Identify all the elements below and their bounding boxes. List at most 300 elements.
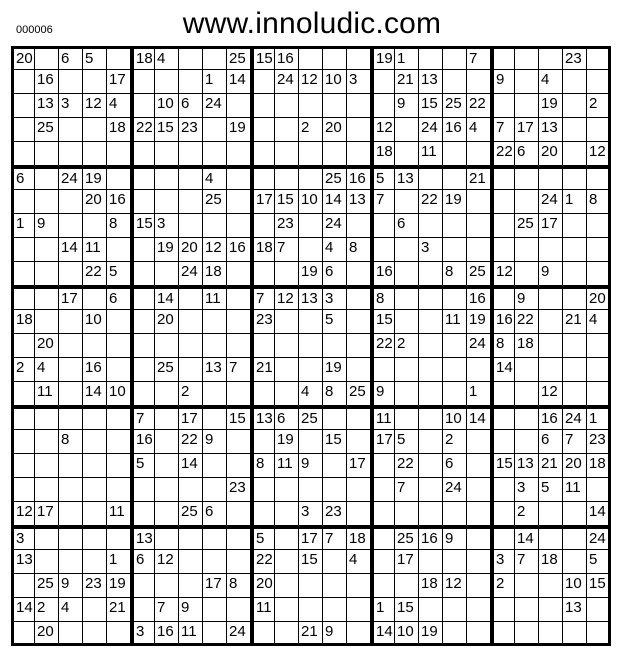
empty-cell[interactable] bbox=[323, 454, 347, 478]
empty-cell[interactable] bbox=[11, 382, 35, 406]
given-cell[interactable]: 22 bbox=[395, 454, 419, 478]
given-cell[interactable]: 23 bbox=[179, 118, 203, 142]
empty-cell[interactable] bbox=[467, 622, 491, 646]
given-cell[interactable]: 1 bbox=[107, 550, 131, 574]
given-cell[interactable]: 18 bbox=[587, 454, 611, 478]
empty-cell[interactable] bbox=[515, 382, 539, 406]
given-cell[interactable]: 6 bbox=[179, 94, 203, 118]
empty-cell[interactable] bbox=[107, 526, 131, 550]
given-cell[interactable]: 6 bbox=[395, 214, 419, 238]
empty-cell[interactable] bbox=[227, 190, 251, 214]
empty-cell[interactable] bbox=[59, 478, 83, 502]
given-cell[interactable]: 8 bbox=[587, 190, 611, 214]
given-cell[interactable]: 9 bbox=[35, 214, 59, 238]
empty-cell[interactable] bbox=[347, 478, 371, 502]
empty-cell[interactable] bbox=[11, 238, 35, 262]
empty-cell[interactable] bbox=[467, 550, 491, 574]
empty-cell[interactable] bbox=[491, 502, 515, 526]
given-cell[interactable]: 25 bbox=[155, 358, 179, 382]
given-cell[interactable]: 12 bbox=[443, 574, 467, 598]
empty-cell[interactable] bbox=[251, 502, 275, 526]
empty-cell[interactable] bbox=[11, 334, 35, 358]
given-cell[interactable]: 16 bbox=[107, 190, 131, 214]
given-cell[interactable]: 15 bbox=[491, 454, 515, 478]
given-cell[interactable]: 10 bbox=[107, 382, 131, 406]
empty-cell[interactable] bbox=[299, 238, 323, 262]
empty-cell[interactable] bbox=[275, 550, 299, 574]
empty-cell[interactable] bbox=[35, 478, 59, 502]
given-cell[interactable]: 1 bbox=[11, 214, 35, 238]
given-cell[interactable]: 7 bbox=[515, 550, 539, 574]
given-cell[interactable]: 21 bbox=[539, 454, 563, 478]
given-cell[interactable]: 9 bbox=[491, 70, 515, 94]
given-cell[interactable]: 8 bbox=[59, 430, 83, 454]
empty-cell[interactable] bbox=[179, 142, 203, 166]
given-cell[interactable]: 9 bbox=[59, 574, 83, 598]
empty-cell[interactable] bbox=[11, 118, 35, 142]
empty-cell[interactable] bbox=[347, 118, 371, 142]
empty-cell[interactable] bbox=[371, 574, 395, 598]
empty-cell[interactable] bbox=[155, 454, 179, 478]
empty-cell[interactable] bbox=[371, 550, 395, 574]
given-cell[interactable]: 8 bbox=[347, 238, 371, 262]
given-cell[interactable]: 11 bbox=[443, 310, 467, 334]
given-cell[interactable]: 13 bbox=[35, 94, 59, 118]
empty-cell[interactable] bbox=[515, 70, 539, 94]
given-cell[interactable]: 18 bbox=[11, 310, 35, 334]
empty-cell[interactable] bbox=[59, 406, 83, 430]
given-cell[interactable]: 18 bbox=[251, 238, 275, 262]
empty-cell[interactable] bbox=[299, 46, 323, 70]
given-cell[interactable]: 6 bbox=[515, 142, 539, 166]
empty-cell[interactable] bbox=[371, 70, 395, 94]
given-cell[interactable]: 5 bbox=[371, 166, 395, 190]
empty-cell[interactable] bbox=[179, 166, 203, 190]
empty-cell[interactable] bbox=[131, 358, 155, 382]
empty-cell[interactable] bbox=[491, 238, 515, 262]
given-cell[interactable]: 17 bbox=[35, 502, 59, 526]
empty-cell[interactable] bbox=[179, 46, 203, 70]
given-cell[interactable]: 25 bbox=[515, 214, 539, 238]
given-cell[interactable]: 6 bbox=[539, 430, 563, 454]
given-cell[interactable]: 16 bbox=[467, 286, 491, 310]
empty-cell[interactable] bbox=[563, 334, 587, 358]
empty-cell[interactable] bbox=[467, 574, 491, 598]
empty-cell[interactable] bbox=[35, 262, 59, 286]
empty-cell[interactable] bbox=[155, 478, 179, 502]
given-cell[interactable]: 16 bbox=[275, 46, 299, 70]
empty-cell[interactable] bbox=[275, 478, 299, 502]
empty-cell[interactable] bbox=[155, 574, 179, 598]
given-cell[interactable]: 25 bbox=[227, 46, 251, 70]
empty-cell[interactable] bbox=[275, 310, 299, 334]
given-cell[interactable]: 10 bbox=[83, 310, 107, 334]
given-cell[interactable]: 2 bbox=[299, 118, 323, 142]
empty-cell[interactable] bbox=[347, 46, 371, 70]
given-cell[interactable]: 16 bbox=[371, 262, 395, 286]
given-cell[interactable]: 10 bbox=[323, 70, 347, 94]
given-cell[interactable]: 24 bbox=[563, 406, 587, 430]
given-cell[interactable]: 9 bbox=[179, 598, 203, 622]
given-cell[interactable]: 7 bbox=[323, 526, 347, 550]
given-cell[interactable]: 7 bbox=[131, 406, 155, 430]
empty-cell[interactable] bbox=[59, 358, 83, 382]
given-cell[interactable]: 25 bbox=[203, 190, 227, 214]
empty-cell[interactable] bbox=[59, 190, 83, 214]
empty-cell[interactable] bbox=[227, 382, 251, 406]
given-cell[interactable]: 21 bbox=[299, 622, 323, 646]
given-cell[interactable]: 14 bbox=[155, 286, 179, 310]
empty-cell[interactable] bbox=[419, 478, 443, 502]
given-cell[interactable]: 22 bbox=[371, 334, 395, 358]
empty-cell[interactable] bbox=[35, 190, 59, 214]
given-cell[interactable]: 7 bbox=[371, 190, 395, 214]
empty-cell[interactable] bbox=[515, 238, 539, 262]
empty-cell[interactable] bbox=[83, 406, 107, 430]
empty-cell[interactable] bbox=[83, 334, 107, 358]
empty-cell[interactable] bbox=[395, 574, 419, 598]
empty-cell[interactable] bbox=[443, 286, 467, 310]
empty-cell[interactable] bbox=[131, 598, 155, 622]
empty-cell[interactable] bbox=[227, 454, 251, 478]
empty-cell[interactable] bbox=[179, 214, 203, 238]
empty-cell[interactable] bbox=[83, 214, 107, 238]
given-cell[interactable]: 20 bbox=[587, 286, 611, 310]
given-cell[interactable]: 21 bbox=[107, 598, 131, 622]
given-cell[interactable]: 12 bbox=[371, 118, 395, 142]
given-cell[interactable]: 14 bbox=[227, 70, 251, 94]
empty-cell[interactable] bbox=[107, 478, 131, 502]
empty-cell[interactable] bbox=[395, 262, 419, 286]
empty-cell[interactable] bbox=[155, 262, 179, 286]
empty-cell[interactable] bbox=[371, 214, 395, 238]
given-cell[interactable]: 13 bbox=[131, 526, 155, 550]
given-cell[interactable]: 19 bbox=[467, 310, 491, 334]
empty-cell[interactable] bbox=[203, 454, 227, 478]
empty-cell[interactable] bbox=[443, 358, 467, 382]
empty-cell[interactable] bbox=[299, 334, 323, 358]
empty-cell[interactable] bbox=[155, 382, 179, 406]
empty-cell[interactable] bbox=[251, 622, 275, 646]
given-cell[interactable]: 7 bbox=[467, 46, 491, 70]
empty-cell[interactable] bbox=[539, 334, 563, 358]
empty-cell[interactable] bbox=[203, 118, 227, 142]
empty-cell[interactable] bbox=[563, 382, 587, 406]
given-cell[interactable]: 23 bbox=[323, 502, 347, 526]
empty-cell[interactable] bbox=[539, 286, 563, 310]
given-cell[interactable]: 20 bbox=[35, 334, 59, 358]
given-cell[interactable]: 16 bbox=[347, 166, 371, 190]
empty-cell[interactable] bbox=[227, 166, 251, 190]
given-cell[interactable]: 7 bbox=[275, 238, 299, 262]
given-cell[interactable]: 13 bbox=[203, 358, 227, 382]
empty-cell[interactable] bbox=[347, 358, 371, 382]
empty-cell[interactable] bbox=[11, 142, 35, 166]
empty-cell[interactable] bbox=[347, 598, 371, 622]
empty-cell[interactable] bbox=[395, 238, 419, 262]
empty-cell[interactable] bbox=[35, 142, 59, 166]
given-cell[interactable]: 11 bbox=[179, 622, 203, 646]
empty-cell[interactable] bbox=[83, 550, 107, 574]
given-cell[interactable]: 5 bbox=[131, 454, 155, 478]
given-cell[interactable]: 21 bbox=[251, 358, 275, 382]
empty-cell[interactable] bbox=[59, 502, 83, 526]
empty-cell[interactable] bbox=[443, 70, 467, 94]
given-cell[interactable]: 24 bbox=[227, 622, 251, 646]
given-cell[interactable]: 18 bbox=[515, 334, 539, 358]
given-cell[interactable]: 19 bbox=[107, 574, 131, 598]
empty-cell[interactable] bbox=[419, 214, 443, 238]
given-cell[interactable]: 22 bbox=[491, 142, 515, 166]
empty-cell[interactable] bbox=[515, 190, 539, 214]
empty-cell[interactable] bbox=[155, 166, 179, 190]
given-cell[interactable]: 2 bbox=[11, 358, 35, 382]
given-cell[interactable]: 4 bbox=[203, 166, 227, 190]
empty-cell[interactable] bbox=[299, 94, 323, 118]
given-cell[interactable]: 8 bbox=[443, 262, 467, 286]
given-cell[interactable]: 6 bbox=[443, 454, 467, 478]
empty-cell[interactable] bbox=[275, 598, 299, 622]
given-cell[interactable]: 20 bbox=[179, 238, 203, 262]
given-cell[interactable]: 6 bbox=[203, 502, 227, 526]
empty-cell[interactable] bbox=[83, 526, 107, 550]
empty-cell[interactable] bbox=[563, 358, 587, 382]
empty-cell[interactable] bbox=[587, 238, 611, 262]
empty-cell[interactable] bbox=[539, 166, 563, 190]
empty-cell[interactable] bbox=[203, 46, 227, 70]
given-cell[interactable]: 24 bbox=[419, 118, 443, 142]
empty-cell[interactable] bbox=[275, 574, 299, 598]
given-cell[interactable]: 9 bbox=[299, 454, 323, 478]
empty-cell[interactable] bbox=[59, 334, 83, 358]
empty-cell[interactable] bbox=[227, 262, 251, 286]
empty-cell[interactable] bbox=[11, 454, 35, 478]
empty-cell[interactable] bbox=[203, 526, 227, 550]
given-cell[interactable]: 13 bbox=[539, 118, 563, 142]
given-cell[interactable]: 16 bbox=[491, 310, 515, 334]
given-cell[interactable]: 24 bbox=[203, 94, 227, 118]
empty-cell[interactable] bbox=[587, 382, 611, 406]
given-cell[interactable]: 25 bbox=[299, 406, 323, 430]
empty-cell[interactable] bbox=[107, 310, 131, 334]
empty-cell[interactable] bbox=[419, 430, 443, 454]
given-cell[interactable]: 3 bbox=[419, 238, 443, 262]
empty-cell[interactable] bbox=[539, 598, 563, 622]
given-cell[interactable]: 8 bbox=[227, 574, 251, 598]
empty-cell[interactable] bbox=[59, 550, 83, 574]
given-cell[interactable]: 7 bbox=[155, 598, 179, 622]
empty-cell[interactable] bbox=[395, 118, 419, 142]
given-cell[interactable]: 3 bbox=[491, 550, 515, 574]
empty-cell[interactable] bbox=[131, 502, 155, 526]
given-cell[interactable]: 4 bbox=[467, 118, 491, 142]
given-cell[interactable]: 3 bbox=[59, 94, 83, 118]
given-cell[interactable]: 11 bbox=[563, 478, 587, 502]
empty-cell[interactable] bbox=[59, 526, 83, 550]
given-cell[interactable]: 5 bbox=[251, 526, 275, 550]
given-cell[interactable]: 16 bbox=[227, 238, 251, 262]
given-cell[interactable]: 8 bbox=[323, 382, 347, 406]
empty-cell[interactable] bbox=[515, 166, 539, 190]
given-cell[interactable]: 15 bbox=[323, 430, 347, 454]
given-cell[interactable]: 24 bbox=[323, 214, 347, 238]
empty-cell[interactable] bbox=[443, 382, 467, 406]
empty-cell[interactable] bbox=[419, 550, 443, 574]
given-cell[interactable]: 5 bbox=[323, 310, 347, 334]
given-cell[interactable]: 20 bbox=[539, 142, 563, 166]
empty-cell[interactable] bbox=[347, 574, 371, 598]
empty-cell[interactable] bbox=[563, 526, 587, 550]
empty-cell[interactable] bbox=[467, 70, 491, 94]
given-cell[interactable]: 16 bbox=[443, 118, 467, 142]
empty-cell[interactable] bbox=[323, 334, 347, 358]
empty-cell[interactable] bbox=[83, 118, 107, 142]
empty-cell[interactable] bbox=[11, 406, 35, 430]
given-cell[interactable]: 17 bbox=[371, 430, 395, 454]
empty-cell[interactable] bbox=[251, 262, 275, 286]
given-cell[interactable]: 20 bbox=[35, 622, 59, 646]
empty-cell[interactable] bbox=[563, 286, 587, 310]
given-cell[interactable]: 14 bbox=[491, 358, 515, 382]
empty-cell[interactable] bbox=[35, 238, 59, 262]
given-cell[interactable]: 15 bbox=[131, 214, 155, 238]
given-cell[interactable]: 3 bbox=[155, 214, 179, 238]
empty-cell[interactable] bbox=[395, 382, 419, 406]
empty-cell[interactable] bbox=[419, 382, 443, 406]
empty-cell[interactable] bbox=[203, 622, 227, 646]
empty-cell[interactable] bbox=[443, 238, 467, 262]
given-cell[interactable]: 13 bbox=[347, 190, 371, 214]
empty-cell[interactable] bbox=[587, 214, 611, 238]
given-cell[interactable]: 23 bbox=[563, 46, 587, 70]
given-cell[interactable]: 7 bbox=[491, 118, 515, 142]
empty-cell[interactable] bbox=[491, 190, 515, 214]
empty-cell[interactable] bbox=[587, 262, 611, 286]
empty-cell[interactable] bbox=[563, 142, 587, 166]
empty-cell[interactable] bbox=[419, 262, 443, 286]
empty-cell[interactable] bbox=[59, 70, 83, 94]
empty-cell[interactable] bbox=[275, 502, 299, 526]
given-cell[interactable]: 4 bbox=[539, 70, 563, 94]
given-cell[interactable]: 10 bbox=[563, 574, 587, 598]
empty-cell[interactable] bbox=[587, 478, 611, 502]
empty-cell[interactable] bbox=[323, 598, 347, 622]
empty-cell[interactable] bbox=[467, 358, 491, 382]
given-cell[interactable]: 4 bbox=[35, 358, 59, 382]
given-cell[interactable]: 13 bbox=[251, 406, 275, 430]
empty-cell[interactable] bbox=[443, 550, 467, 574]
given-cell[interactable]: 2 bbox=[491, 574, 515, 598]
given-cell[interactable]: 12 bbox=[275, 286, 299, 310]
empty-cell[interactable] bbox=[419, 286, 443, 310]
empty-cell[interactable] bbox=[563, 166, 587, 190]
empty-cell[interactable] bbox=[347, 502, 371, 526]
given-cell[interactable]: 2 bbox=[395, 334, 419, 358]
given-cell[interactable]: 22 bbox=[83, 262, 107, 286]
given-cell[interactable]: 12 bbox=[155, 550, 179, 574]
empty-cell[interactable] bbox=[179, 310, 203, 334]
empty-cell[interactable] bbox=[467, 238, 491, 262]
empty-cell[interactable] bbox=[299, 214, 323, 238]
given-cell[interactable]: 4 bbox=[107, 94, 131, 118]
given-cell[interactable]: 12 bbox=[83, 94, 107, 118]
empty-cell[interactable] bbox=[227, 214, 251, 238]
empty-cell[interactable] bbox=[179, 70, 203, 94]
empty-cell[interactable] bbox=[11, 430, 35, 454]
given-cell[interactable]: 18 bbox=[347, 526, 371, 550]
empty-cell[interactable] bbox=[107, 406, 131, 430]
empty-cell[interactable] bbox=[443, 502, 467, 526]
empty-cell[interactable] bbox=[35, 526, 59, 550]
given-cell[interactable]: 25 bbox=[35, 574, 59, 598]
given-cell[interactable]: 11 bbox=[107, 502, 131, 526]
empty-cell[interactable] bbox=[443, 214, 467, 238]
empty-cell[interactable] bbox=[227, 550, 251, 574]
empty-cell[interactable] bbox=[131, 262, 155, 286]
empty-cell[interactable] bbox=[131, 166, 155, 190]
empty-cell[interactable] bbox=[491, 286, 515, 310]
empty-cell[interactable] bbox=[491, 526, 515, 550]
given-cell[interactable]: 14 bbox=[179, 454, 203, 478]
given-cell[interactable]: 4 bbox=[323, 238, 347, 262]
given-cell[interactable]: 21 bbox=[563, 310, 587, 334]
given-cell[interactable]: 12 bbox=[539, 382, 563, 406]
empty-cell[interactable] bbox=[467, 214, 491, 238]
given-cell[interactable]: 15 bbox=[395, 598, 419, 622]
given-cell[interactable]: 24 bbox=[467, 334, 491, 358]
empty-cell[interactable] bbox=[155, 430, 179, 454]
given-cell[interactable]: 9 bbox=[443, 526, 467, 550]
given-cell[interactable]: 4 bbox=[155, 46, 179, 70]
given-cell[interactable]: 25 bbox=[443, 94, 467, 118]
given-cell[interactable]: 1 bbox=[371, 598, 395, 622]
empty-cell[interactable] bbox=[107, 166, 131, 190]
given-cell[interactable]: 12 bbox=[587, 142, 611, 166]
empty-cell[interactable] bbox=[227, 598, 251, 622]
given-cell[interactable]: 3 bbox=[515, 478, 539, 502]
empty-cell[interactable] bbox=[323, 478, 347, 502]
empty-cell[interactable] bbox=[563, 94, 587, 118]
given-cell[interactable]: 6 bbox=[131, 550, 155, 574]
empty-cell[interactable] bbox=[155, 70, 179, 94]
empty-cell[interactable] bbox=[443, 598, 467, 622]
given-cell[interactable]: 3 bbox=[299, 502, 323, 526]
given-cell[interactable]: 17 bbox=[179, 406, 203, 430]
empty-cell[interactable] bbox=[563, 118, 587, 142]
empty-cell[interactable] bbox=[179, 574, 203, 598]
empty-cell[interactable] bbox=[491, 46, 515, 70]
empty-cell[interactable] bbox=[11, 262, 35, 286]
given-cell[interactable]: 20 bbox=[155, 310, 179, 334]
empty-cell[interactable] bbox=[515, 430, 539, 454]
empty-cell[interactable] bbox=[347, 334, 371, 358]
given-cell[interactable]: 16 bbox=[419, 526, 443, 550]
given-cell[interactable]: 11 bbox=[275, 454, 299, 478]
empty-cell[interactable] bbox=[515, 262, 539, 286]
empty-cell[interactable] bbox=[83, 454, 107, 478]
given-cell[interactable]: 14 bbox=[587, 502, 611, 526]
empty-cell[interactable] bbox=[155, 526, 179, 550]
empty-cell[interactable] bbox=[491, 406, 515, 430]
empty-cell[interactable] bbox=[299, 358, 323, 382]
given-cell[interactable]: 14 bbox=[515, 526, 539, 550]
given-cell[interactable]: 17 bbox=[59, 286, 83, 310]
empty-cell[interactable] bbox=[347, 406, 371, 430]
empty-cell[interactable] bbox=[107, 334, 131, 358]
given-cell[interactable]: 9 bbox=[371, 382, 395, 406]
given-cell[interactable]: 9 bbox=[539, 262, 563, 286]
given-cell[interactable]: 16 bbox=[131, 430, 155, 454]
